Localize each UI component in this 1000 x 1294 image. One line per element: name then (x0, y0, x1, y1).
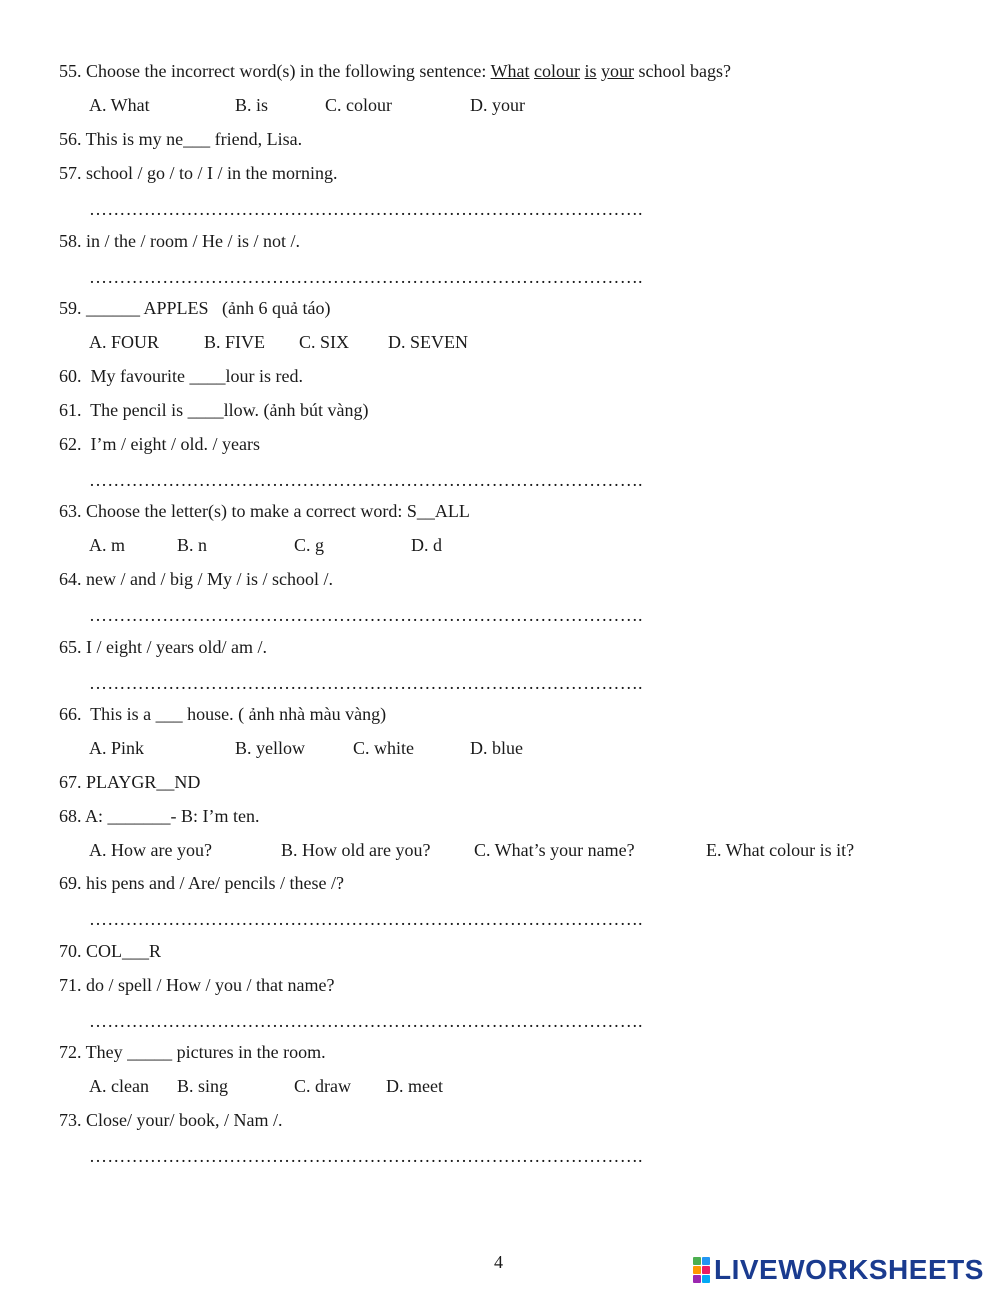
question-61: 61. The pencil is ____llow. (ảnh bút vàng) (59, 400, 369, 420)
question-70: 70. COL___R (59, 941, 162, 961)
option-b[interactable]: B. yellow (235, 738, 305, 758)
question-57: 57. school / go / to / I / in the morning. (59, 163, 338, 183)
question-55: 55. Choose the incorrect word(s) in the following sentence: What colour is your school bags? (59, 61, 732, 81)
option-b[interactable]: B. sing (177, 1076, 229, 1096)
option-d[interactable]: D. SEVEN (388, 332, 468, 352)
option-a[interactable]: A. clean (89, 1076, 149, 1096)
question-65: 65. I / eight / years old/ am /. (59, 637, 267, 657)
option-b[interactable]: B. How old are you? (281, 840, 431, 860)
option-a[interactable]: A. What (89, 95, 150, 115)
underlined-word-what: What (490, 61, 530, 81)
liveworksheets-logo-icon (693, 1257, 710, 1283)
option-c[interactable]: C. What’s your name? (474, 840, 635, 860)
question-73: 73. Close/ your/ book, / Nam /. (59, 1110, 283, 1130)
option-d[interactable]: D. your (470, 95, 525, 115)
answer-line-69[interactable]: ………………………………………………………………………………. (89, 909, 643, 929)
page-number: 4 (494, 1252, 503, 1272)
option-c[interactable]: C. draw (294, 1076, 351, 1096)
option-b[interactable]: B. n (177, 535, 208, 555)
option-a[interactable]: A. m (89, 535, 125, 555)
question-66: 66. This is a ___ house. ( ảnh nhà màu vàng) (59, 704, 387, 724)
answer-line-62[interactable]: ………………………………………………………………………………. (89, 470, 643, 490)
option-c[interactable]: C. g (294, 535, 325, 555)
option-a[interactable]: A. FOUR (89, 332, 160, 352)
question-68: 68. A: _______- B: I’m ten. (59, 806, 260, 826)
answer-line-58[interactable]: ………………………………………………………………………………. (89, 267, 643, 287)
answer-line-65[interactable]: ………………………………………………………………………………. (89, 673, 643, 693)
underlined-word-colour: colour (534, 61, 581, 81)
underlined-word-your: your (601, 61, 635, 81)
question-69: 69. his pens and / Are/ pencils / these /? (59, 873, 344, 893)
question-58: 58. in / the / room / He / is / not /. (59, 231, 300, 251)
question-62: 62. I’m / eight / old. / years (59, 434, 260, 454)
question-72: 72. They _____ pictures in the room. (59, 1042, 326, 1062)
option-b[interactable]: B. is (235, 95, 269, 115)
liveworksheets-logo-text: LIVEWORKSHEETS (714, 1254, 984, 1285)
option-c[interactable]: C. SIX (299, 332, 350, 352)
option-d[interactable]: D. d (411, 535, 442, 555)
question-67: 67. PLAYGR__ND (59, 772, 201, 792)
question-60: 60. My favourite ____lour is red. (59, 366, 303, 386)
option-a[interactable]: A. How are you? (89, 840, 212, 860)
option-d[interactable]: D. meet (386, 1076, 443, 1096)
answer-line-71[interactable]: ………………………………………………………………………………. (89, 1011, 643, 1031)
liveworksheets-logo (693, 1255, 984, 1285)
option-a[interactable]: A. Pink (89, 738, 145, 758)
question-59: 59. ______ APPLES (ảnh 6 quả táo) (59, 298, 331, 318)
question-64: 64. new / and / big / My / is / school /. (59, 569, 333, 589)
question-71: 71. do / spell / How / you / that name? (59, 975, 335, 995)
question-63: 63. Choose the letter(s) to make a correct word: S__ALL (59, 501, 470, 521)
answer-line-64[interactable]: ………………………………………………………………………………. (89, 605, 643, 625)
answer-line-73[interactable]: ………………………………………………………………………………. (89, 1146, 643, 1166)
option-e[interactable]: E. What colour is it? (706, 840, 855, 860)
option-b[interactable]: B. FIVE (204, 332, 266, 352)
answer-line-57[interactable]: ………………………………………………………………………………. (89, 199, 643, 219)
option-d[interactable]: D. blue (470, 738, 523, 758)
option-c[interactable]: C. colour (325, 95, 392, 115)
underlined-word-is: is (584, 61, 597, 81)
question-56: 56. This is my ne___ friend, Lisa. (59, 129, 303, 149)
option-c[interactable]: C. white (353, 738, 414, 758)
